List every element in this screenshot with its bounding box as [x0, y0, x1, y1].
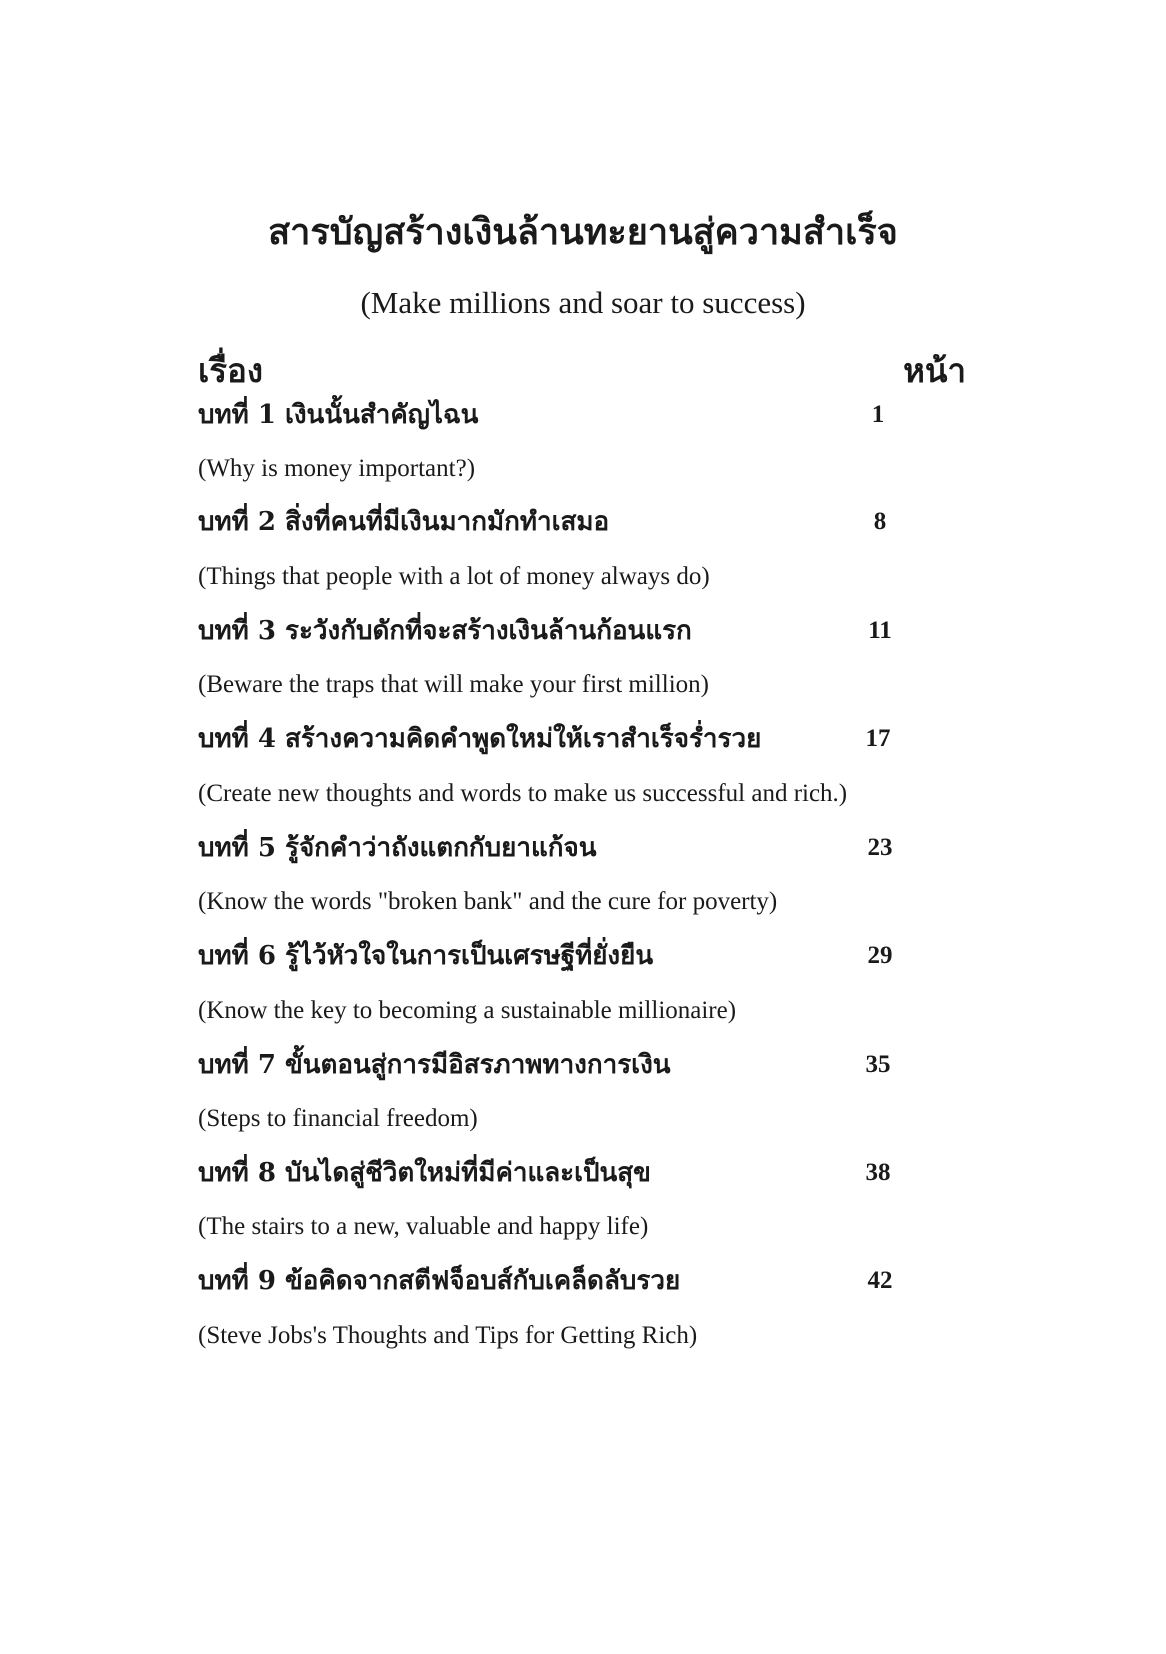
- chapter-english-title: (Steps to financial freedom): [198, 1105, 478, 1132]
- chapter-english-title: (Know the words "broken bank" and the cure for poverty): [198, 888, 778, 915]
- toc-entry[interactable]: [198, 611, 958, 651]
- toc-entry[interactable]: [198, 936, 958, 976]
- chapter-page-number: 17: [865, 725, 891, 752]
- topic-column-header: เรื่อง: [198, 351, 263, 390]
- chapter-page-number: 8: [873, 508, 887, 535]
- chapter-title: บทที่ 9 ข้อคิดจากสตีฟจ็อบส์กับเคล็ดลับรวย: [198, 1266, 681, 1296]
- chapter-title: บทที่ 5 รู้จักคำว่าถังแตกกับยาแก้จน: [198, 833, 597, 863]
- toc-entry[interactable]: [198, 828, 958, 868]
- chapter-title: บทที่ 6 รู้ไว้หัวใจในการเป็นเศรษฐีที่ยั่งยืน: [198, 941, 654, 971]
- chapter-english-title: (Create new thoughts and words to make us successful and rich.): [198, 780, 848, 807]
- page-column-header: หน้า: [903, 351, 966, 390]
- toc-entry[interactable]: [198, 502, 958, 542]
- page-subtitle: (Make millions and soar to success): [360, 285, 806, 320]
- chapter-page-number: 23: [867, 834, 893, 861]
- chapter-title: บทที่ 3 ระวังกับดักที่จะสร้างเงินล้านก้อนแรก: [198, 616, 692, 646]
- chapter-title: บทที่ 8 บันไดสู่ชีวิตใหม่ที่มีค่าและเป็นสุข: [198, 1158, 651, 1188]
- chapter-page-number: 42: [867, 1267, 893, 1294]
- chapter-title: บทที่ 2 สิ่งที่คนที่มีเงินมากมักทำเสมอ: [198, 507, 610, 537]
- chapter-page-number: 11: [868, 617, 892, 644]
- chapter-english-title: (Beware the traps that will make your first million): [198, 671, 709, 698]
- toc-entry[interactable]: [198, 1045, 958, 1085]
- chapter-title: บทที่ 7 ขั้นตอนสู่การมีอิสรภาพทางการเงิน: [198, 1050, 671, 1080]
- chapter-english-title: (Why is money important?): [198, 455, 476, 482]
- chapter-english-title: (The stairs to a new, valuable and happy life): [198, 1213, 649, 1240]
- toc-entry[interactable]: [198, 1153, 958, 1193]
- chapter-english-title: (Steve Jobs's Thoughts and Tips for Getting Rich): [198, 1322, 698, 1349]
- toc-entry[interactable]: [198, 395, 958, 435]
- chapter-english-title: (Things that people with a lot of money always do): [198, 563, 710, 590]
- chapter-english-title: (Know the key to becoming a sustainable millionaire): [198, 997, 737, 1024]
- toc-entry[interactable]: [198, 719, 958, 759]
- chapter-page-number: 1: [871, 401, 885, 428]
- chapter-title: บทที่ 1 เงินนั้นสำคัญไฉน: [198, 400, 479, 430]
- chapter-title: บทที่ 4 สร้างความคิดคำพูดใหม่ให้เราสำเร็จร่ำรวย: [198, 724, 762, 754]
- chapter-page-number: 29: [867, 942, 893, 969]
- chapter-page-number: 35: [865, 1051, 891, 1078]
- chapter-page-number: 38: [865, 1159, 891, 1186]
- toc-entry[interactable]: [198, 1261, 958, 1301]
- page-title: สารบัญสร้างเงินล้านทะยานสู่ความสำเร็จ: [268, 211, 898, 253]
